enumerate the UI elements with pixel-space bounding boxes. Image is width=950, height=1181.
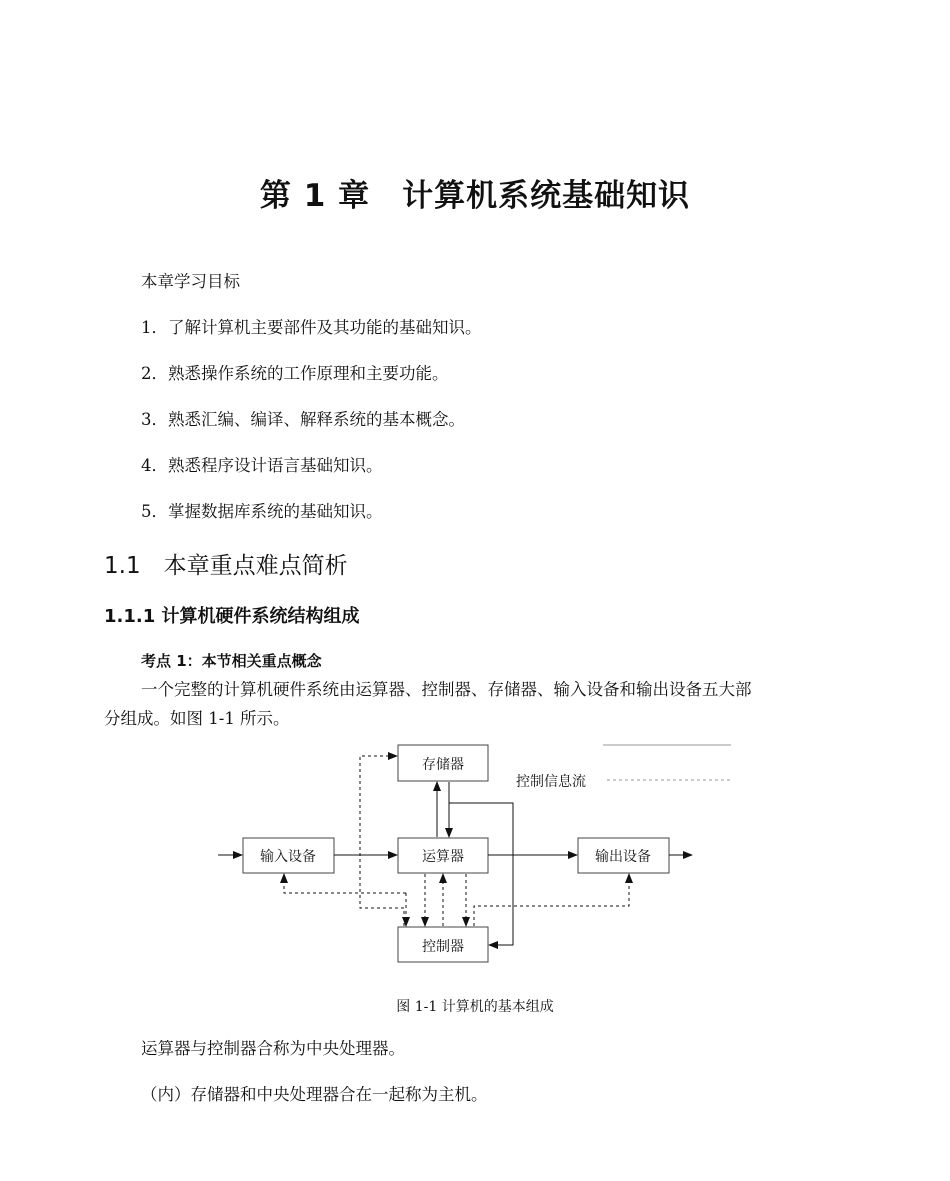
host-definition-text: （内）存储器和中央处理器合在一起称为主机。 — [141, 1085, 488, 1104]
chapter-title: 第 1 章 计算机系统基础知识 — [259, 178, 691, 214]
output-device-box — [578, 838, 669, 873]
alu-box — [398, 838, 488, 873]
section-title: 1.1 本章重点难点简析 — [104, 553, 348, 579]
objective-item-2: 2．熟悉操作系统的工作原理和主要功能。 — [141, 364, 449, 383]
svg-text:存储器: 存储器 — [422, 757, 464, 773]
svg-text:输出设备: 输出设备 — [595, 849, 651, 865]
legend-control-label: 控制信息流 — [516, 774, 586, 790]
subsection-title: 1.1.1 计算机硬件系统结构组成 — [104, 606, 360, 627]
input-device-box — [243, 838, 334, 873]
svg-text:控制器: 控制器 — [422, 939, 464, 955]
point-heading: 考点 1：本节相关重点概念 — [141, 652, 322, 670]
figure-caption: 图 1-1 计算机的基本组成 — [396, 999, 554, 1015]
cpu-definition-text: 运算器与控制器合称为中央处理器。 — [141, 1039, 405, 1058]
objective-item-1: 1．了解计算机主要部件及其功能的基础知识。 — [141, 318, 482, 337]
paragraph-line-2: 分组成。如图 1-1 所示。 — [104, 709, 290, 728]
objective-item-4: 4．熟悉程序设计语言基础知识。 — [141, 456, 383, 475]
paragraph-line-1: 一个完整的计算机硬件系统由运算器、控制器、存储器、输入设备和输出设备五大部 — [141, 680, 752, 699]
controller-box — [398, 927, 488, 962]
svg-text:输入设备: 输入设备 — [260, 849, 316, 865]
objective-item-3: 3．熟悉汇编、编译、解释系统的基本概念。 — [141, 410, 465, 429]
objectives-heading: 本章学习目标 — [141, 272, 240, 291]
objective-item-5: 5．掌握数据库系统的基础知识。 — [141, 502, 383, 521]
memory-box — [398, 745, 488, 781]
svg-text:运算器: 运算器 — [422, 849, 464, 865]
